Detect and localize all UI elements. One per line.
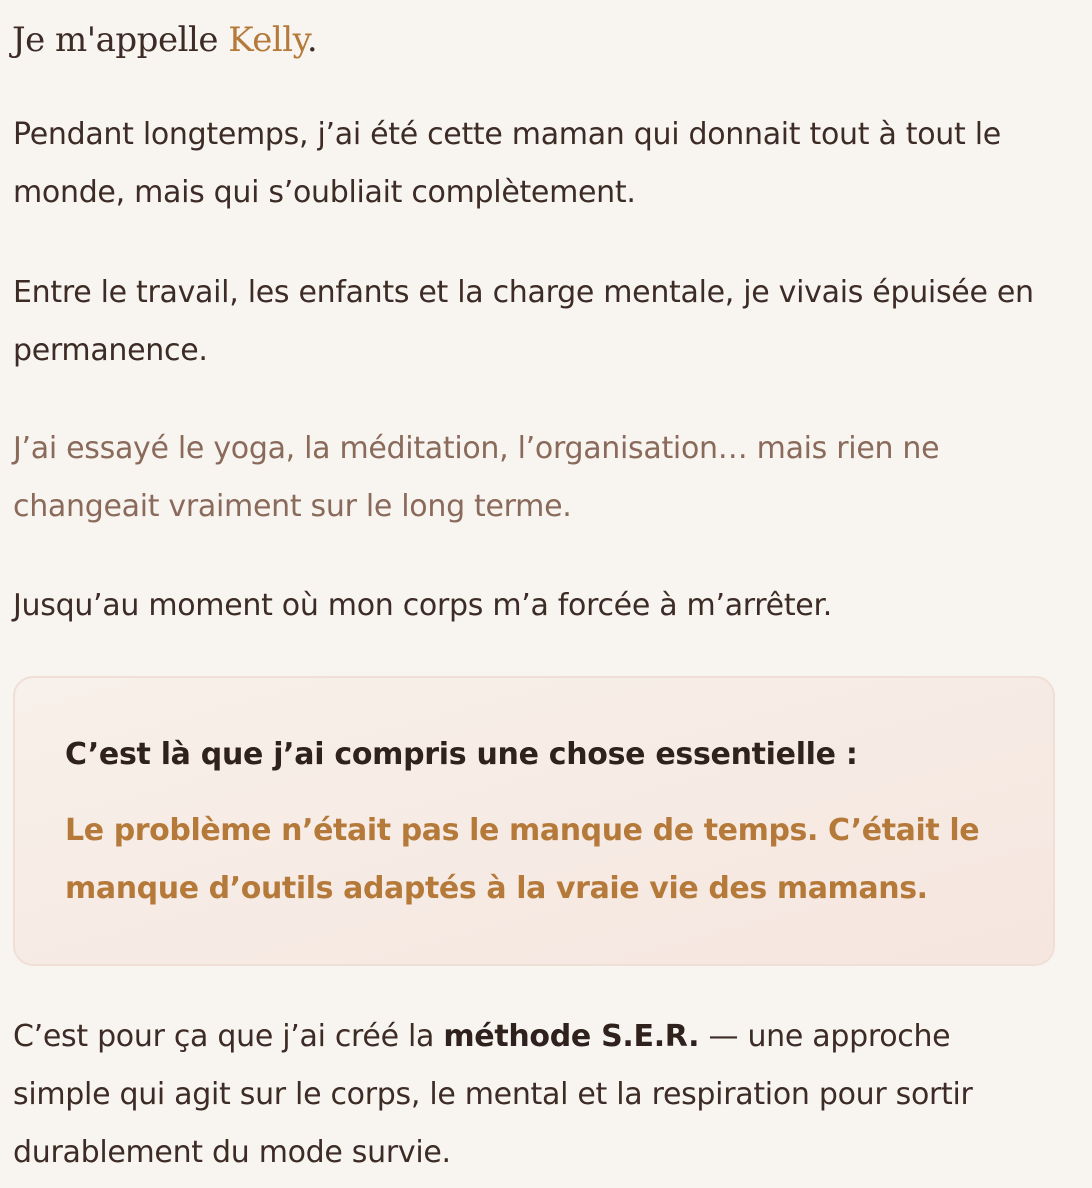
insight-callout [13, 676, 1055, 966]
paragraph-essais: J’ai essayé le yoga, la méditation, l’organisation… mais rien ne changeait vraiment sur le long terme. [13, 431, 940, 524]
paragraph-arret: Jusqu’au moment où mon corps m’a forcée à m’arrêter. [13, 588, 832, 623]
intro-suffix: . [306, 20, 318, 60]
intro-heading [12, 14, 317, 66]
intro-name: Kelly [228, 20, 307, 60]
callout-lead: C’est là que j’ai compris une chose essentielle : [65, 737, 858, 772]
intro-prefix: Je m'appelle [12, 20, 229, 60]
paragraph-methode [13, 1008, 1053, 1182]
paragraph-longtemps: Pendant longtemps, j’ai été cette maman qui donnait tout à tout le monde, mais qui s’oubliait complètement. [13, 117, 1001, 210]
method-name: méthode S.E.R. [443, 1019, 700, 1054]
callout-emphasis: Le problème n’était pas le manque de temps. C’était le manque d’outils adaptés à la vraie vie des mamans. [65, 813, 980, 906]
closing-after: — une approche simple qui agit sur le corps, le mental et la respiration pour sortir durablement du mode survie. [13, 1019, 973, 1170]
paragraph-charge-mentale: Entre le travail, les enfants et la charge mentale, je vivais épuisée en permanence. [13, 275, 1034, 368]
closing-before: C’est pour ça que j’ai créé la [13, 1019, 444, 1054]
